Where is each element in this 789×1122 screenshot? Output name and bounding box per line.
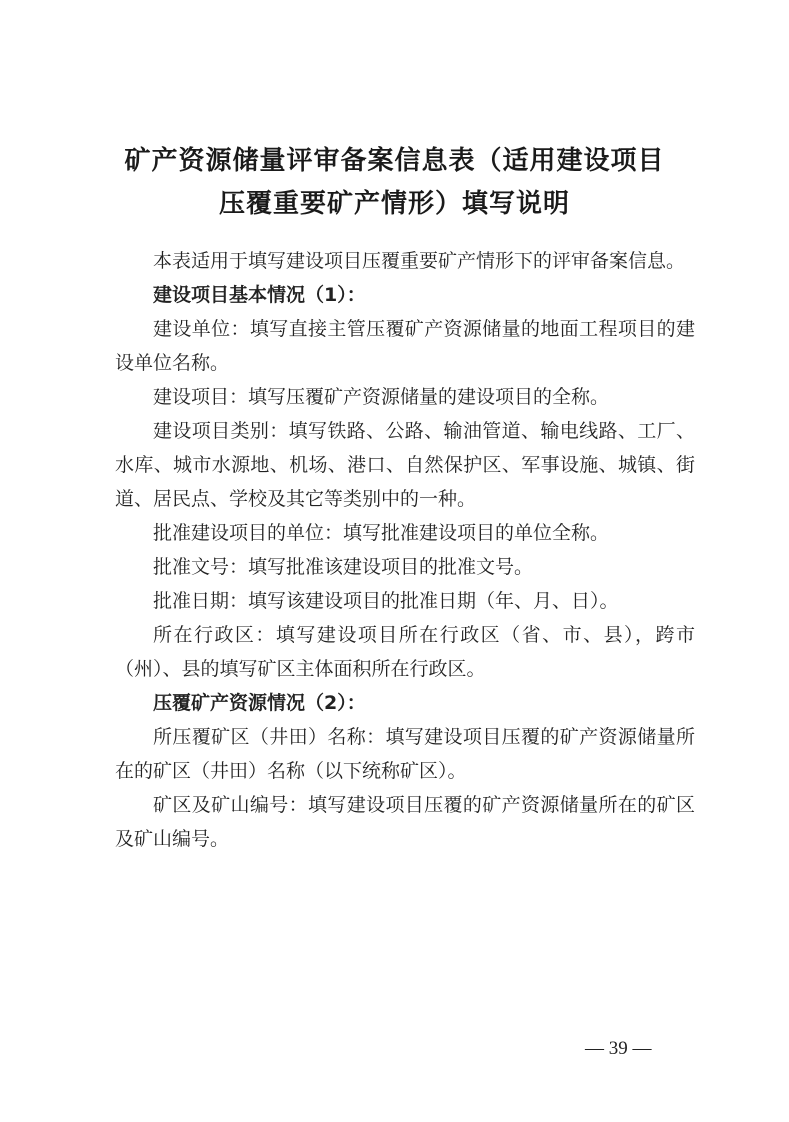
intro-paragraph: 本表适用于填写建设项目压覆重要矿产情形下的评审备案信息。: [153, 250, 686, 272]
section-heading-basic-info: 建设项目基本情况（1）：: [153, 284, 366, 306]
paragraph-construction-unit: 建设单位：填写直接主管压覆矿产资源储量的地面工程项目的建设单位名称。: [115, 318, 695, 374]
document-body: [115, 244, 695, 856]
paragraph-administrative-region: 所在行政区：填写建设项目所在行政区（省、市、县），跨市（州）、县的填写矿区主体面积所在行政区。: [115, 624, 695, 680]
document-title-line-1: 矿产资源储量评审备案信息表（适用建设项目: [124, 146, 665, 176]
paragraph-construction-project: 建设项目：填写压覆矿产资源储量的建设项目的全称。: [153, 386, 610, 408]
section-heading-covered-resources: 压覆矿产资源情况（2）：: [153, 692, 366, 714]
paragraph-project-category: 建设项目类别：填写铁路、公路、输油管道、输电线路、工厂、水库、城市水源地、机场、港口、自然保护区、军事设施、城镇、街道、居民点、学校及其它等类别中的一种。: [115, 420, 695, 510]
paragraph-mining-area-name: 所压覆矿区（井田）名称：填写建设项目压覆的矿产资源储量所在的矿区（井田）名称（以下统称矿区）。: [115, 726, 695, 782]
paragraph-mining-area-number: 矿区及矿山编号：填写建设项目压覆的矿产资源储量所在的矿区及矿山编号。: [115, 794, 695, 850]
paragraph-approval-date: 批准日期：填写该建设项目的批准日期（年、月、日）。: [153, 590, 619, 612]
document-title-line-2: 压覆重要矿产情形）填写说明: [218, 189, 570, 219]
paragraph-approval-number: 批准文号：填写批准该建设项目的批准文号。: [153, 556, 534, 578]
paragraph-approving-unit: 批准建设项目的单位：填写批准建设项目的单位全称。: [153, 522, 610, 544]
page-number: — 39 —: [585, 1038, 652, 1059]
